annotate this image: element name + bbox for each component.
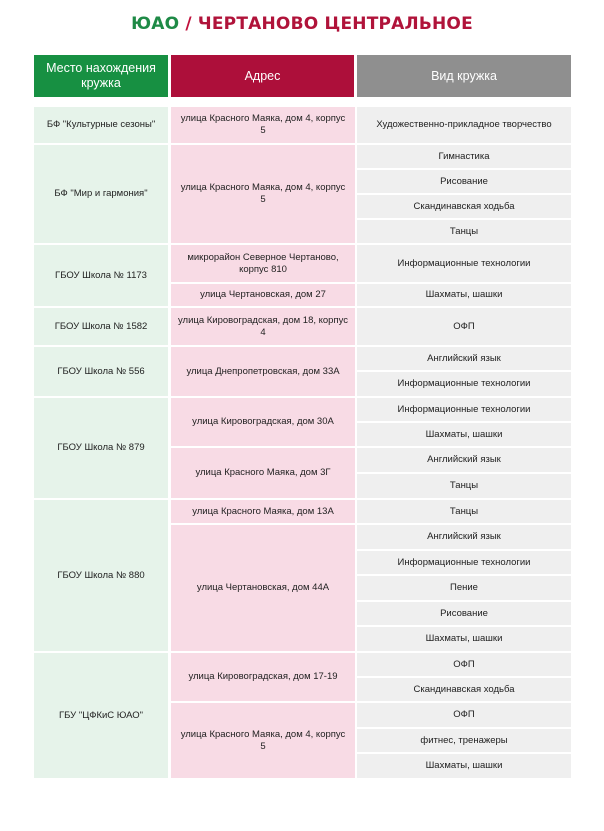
activity-cell: Английский язык — [357, 347, 571, 370]
activity-cell: Информационные технологии — [357, 551, 571, 574]
activity-cell: ОФП — [357, 308, 571, 345]
activity-cell: Информационные технологии — [357, 245, 571, 282]
activity-cell: Танцы — [357, 220, 571, 243]
activity-cell: Шахматы, шашки — [357, 754, 571, 778]
activity-cell: Английский язык — [357, 448, 571, 472]
location-cell: БФ "Мир и гармония" — [34, 145, 168, 243]
header-address: Адрес — [171, 55, 354, 97]
location-cell: ГБОУ Школа № 880 — [34, 500, 168, 651]
address-cell: улица Чертановская, дом 27 — [171, 284, 355, 306]
activity-cell: Информационные технологии — [357, 398, 571, 421]
address-cell: микрорайон Северное Чертаново, корпус 810 — [171, 245, 355, 282]
activity-cell: ОФП — [357, 653, 571, 676]
address-cell: улица Красного Маяка, дом 4, корпус 5 — [171, 145, 355, 243]
address-cell: улица Чертановская, дом 44А — [171, 525, 355, 651]
activity-cell: Английский язык — [357, 525, 571, 549]
header-location: Место нахождения кружка — [34, 55, 168, 97]
address-cell: улица Кировоградская, дом 30А — [171, 398, 355, 446]
activity-cell: Информационные технологии — [357, 372, 571, 396]
address-cell: улица Красного Маяка, дом 4, корпус 5 — [171, 107, 355, 143]
header-activity: Вид кружка — [357, 55, 571, 97]
activity-cell: Художественно-прикладное творчество — [357, 107, 571, 143]
location-cell: БФ "Культурные сезоны" — [34, 107, 168, 143]
address-cell: улица Красного Маяка, дом 4, корпус 5 — [171, 703, 355, 778]
activity-cell: Танцы — [357, 500, 571, 523]
activity-cell: Рисование — [357, 602, 571, 625]
activity-cell: Шахматы, шашки — [357, 423, 571, 446]
activity-cell: Скандинавская ходьба — [357, 678, 571, 701]
activity-cell: Рисование — [357, 170, 571, 193]
activity-cell: ОФП — [357, 703, 571, 727]
district-label: ЮАО — [131, 14, 180, 34]
activity-cell: фитнес, тренажеры — [357, 729, 571, 752]
activity-cell: Пение — [357, 576, 571, 600]
address-cell: улица Красного Маяка, дом 3Г — [171, 448, 355, 498]
activity-cell: Шахматы, шашки — [357, 627, 571, 651]
address-cell: улица Кировоградская, дом 18, корпус 4 — [171, 308, 355, 345]
activity-cell: Гимнастика — [357, 145, 571, 168]
title-separator: / — [179, 14, 198, 34]
location-cell: ГБОУ Школа № 556 — [34, 347, 168, 396]
activity-cell: Скандинавская ходьба — [357, 195, 571, 218]
activity-cell: Шахматы, шашки — [357, 284, 571, 306]
location-cell: ГБОУ Школа № 1173 — [34, 245, 168, 306]
location-cell: ГБОУ Школа № 879 — [34, 398, 168, 498]
area-label: ЧЕРТАНОВО ЦЕНТРАЛЬНОЕ — [197, 14, 473, 34]
address-cell: улица Кировоградская, дом 17-19 — [171, 653, 355, 701]
page-title — [0, 14, 604, 34]
address-cell: улица Красного Маяка, дом 13А — [171, 500, 355, 523]
location-cell: ГБУ "ЦФКиС ЮАО" — [34, 653, 168, 778]
address-cell: улица Днепропетровская, дом 33А — [171, 347, 355, 396]
location-cell: ГБОУ Школа № 1582 — [34, 308, 168, 345]
activity-cell: Танцы — [357, 474, 571, 498]
